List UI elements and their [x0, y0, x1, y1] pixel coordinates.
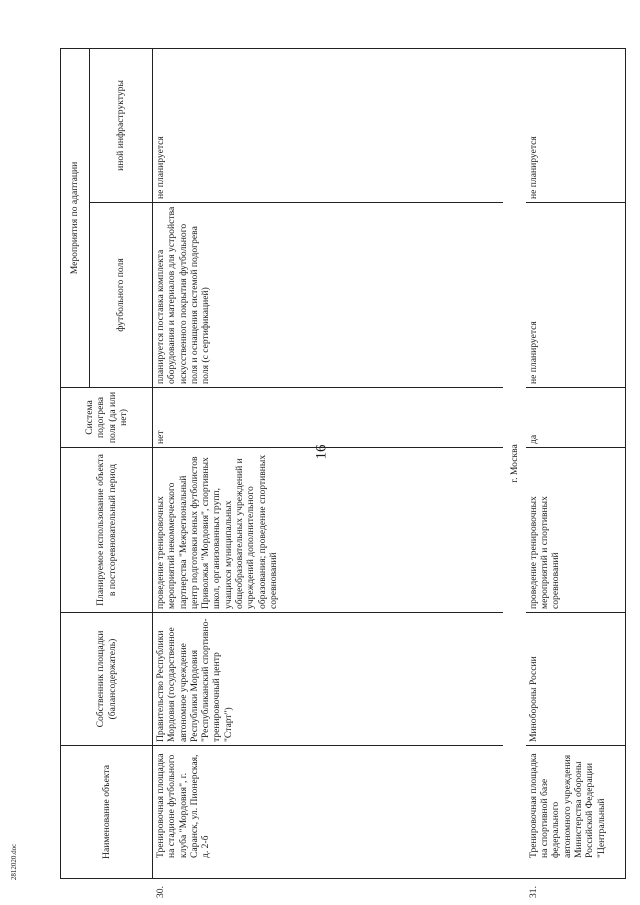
object-name: Тренировочная площадка на стадионе футбольного клуба "Мордовия", г. Саранск, ул. Пионерская, д. 2-б	[155, 753, 212, 858]
football-field-cell: планируется поставка комплекта оборудования и материалов для устройства искусственного покрытия футбольного поля и оснащения системой подогрева поля (с сертификацией)	[153, 203, 503, 388]
planned-use-cell: проведение тренировочных мероприятий некоммерческого партнерства "Межрегиональный центр подготовки юных футболистов Приволжья "Мордовия", спортивных школ, организованных групп, учащихся муниципальных общеобразовательных учреждений и учреждений дополнительного образования; проведение спортивных соревнований	[153, 448, 503, 613]
header-planned-use: Планируемое использование объекта в постсоревновательный период	[61, 448, 153, 613]
region-row	[503, 48, 526, 878]
planned-use-cell: проведение тренировочных мероприятий и спортивных соревнований	[526, 448, 626, 613]
header-object-name: Наименование объекта	[61, 746, 153, 879]
football-field-cell: не планируется	[526, 203, 626, 388]
header-owner: Собственник площадки (балансодержатель)	[61, 613, 153, 746]
object-name: Тренировочная площадка на спортивной базе федерального автономного учреждения Министерства обороны Российской Федерации "Центральный	[527, 753, 607, 858]
other-infrastructure-cell: не планируется	[153, 48, 503, 202]
adaptation-table	[60, 48, 626, 898]
header-adaptation-measures: Мероприятия по адаптации	[61, 48, 90, 387]
header-other-infrastructure: иной инфраструктуры	[90, 48, 153, 202]
other-infrastructure-cell: не планируется	[526, 48, 626, 202]
object-name-cell	[526, 746, 626, 898]
table-row	[526, 48, 626, 878]
page-number: 16	[313, 444, 330, 460]
owner-cell: Минобороны России	[526, 613, 626, 746]
row-number: 30.	[155, 886, 166, 898]
region-label: г. Москва	[503, 48, 526, 878]
row-number: 31.	[527, 886, 539, 898]
document-file-code: 2812020.doc	[10, 843, 18, 881]
header-football-field: футбольного поля	[90, 203, 153, 388]
rotated-table-container	[60, 49, 607, 898]
object-name-cell	[153, 746, 503, 898]
heating-cell: нет	[153, 388, 503, 448]
header-heating-system: Система подогрева поля (да или нет)	[61, 388, 153, 448]
heating-cell: да	[526, 388, 626, 448]
owner-cell: Правительство Республики Мордовия (государственное автономное учреждение Республики Мордовия "Республиканский спортивно-тренировочный центр "Старт")	[153, 613, 503, 746]
table-row	[153, 48, 503, 878]
